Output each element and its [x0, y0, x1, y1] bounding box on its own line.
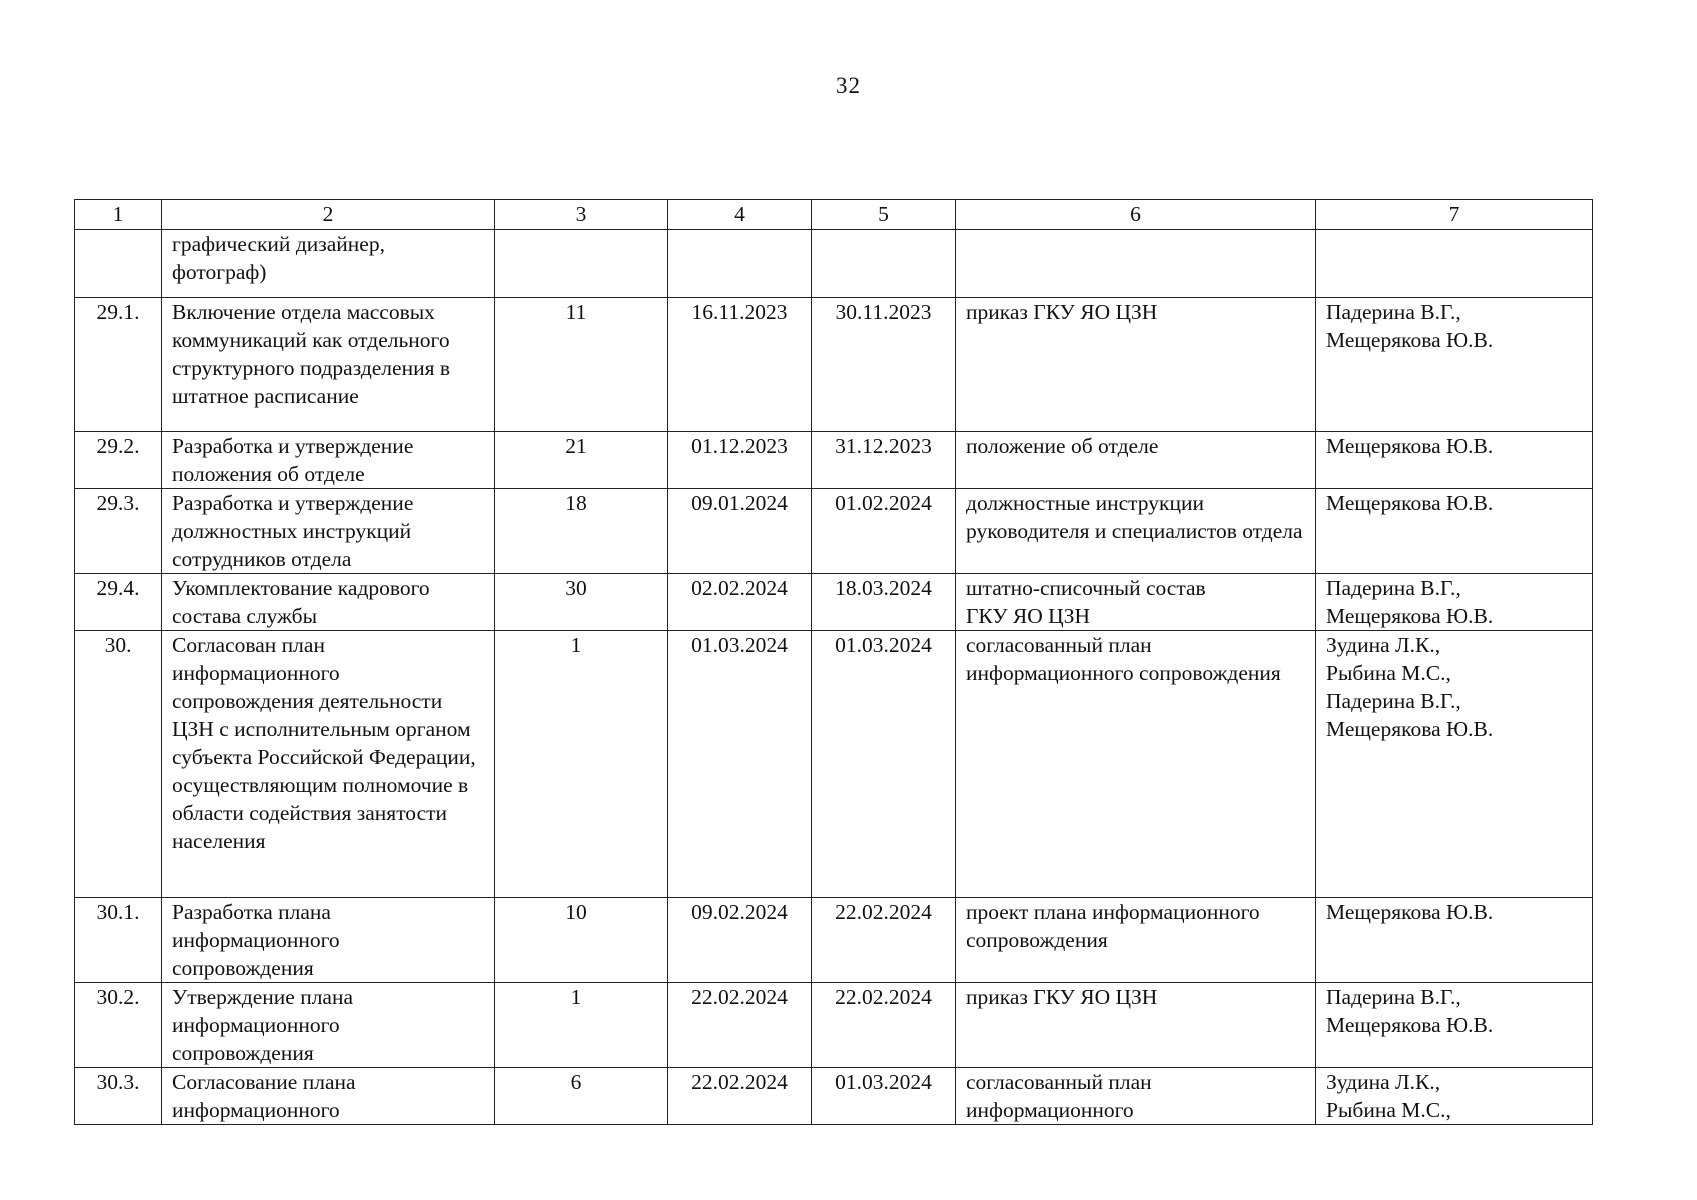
result-document-cell: приказ ГКУ ЯО ЦЗН: [956, 298, 1316, 432]
duration-days-cell: 1: [495, 983, 668, 1068]
header-cell: 6: [956, 200, 1316, 230]
result-document-cell: согласованный план информационного сопровождения: [956, 631, 1316, 898]
duration-days-cell: 30: [495, 574, 668, 631]
responsible-persons-cell: Падерина В.Г., Мещерякова Ю.В.: [1316, 298, 1593, 432]
table-row: [75, 230, 1593, 298]
result-document-cell: проект плана информационного сопровождения: [956, 898, 1316, 983]
task-description-cell: Укомплектование кадрового состава службы: [162, 574, 495, 631]
responsible-persons-cell: Зудина Л.К., Рыбина М.С.,: [1316, 1068, 1593, 1125]
header-cell: 1: [75, 200, 162, 230]
task-description-cell: Включение отдела массовых коммуникаций как отдельного структурного подразделения в штатное расписание: [162, 298, 495, 432]
start-date-cell: [668, 230, 812, 298]
row-number-cell: 29.1.: [75, 298, 162, 432]
task-description-cell: Утверждение плана информационного сопровождения: [162, 983, 495, 1068]
duration-days-cell: 10: [495, 898, 668, 983]
start-date-cell: 01.03.2024: [668, 631, 812, 898]
responsible-persons-cell: Зудина Л.К., Рыбина М.С., Падерина В.Г., Мещерякова Ю.В.: [1316, 631, 1593, 898]
table-row: [75, 1068, 1593, 1125]
start-date-cell: 09.01.2024: [668, 489, 812, 574]
row-number-cell: 30.1.: [75, 898, 162, 983]
responsible-persons-cell: Мещерякова Ю.В.: [1316, 432, 1593, 489]
result-document-cell: штатно-списочный состав ГКУ ЯО ЦЗН: [956, 574, 1316, 631]
task-description-cell: Согласован план информационного сопровождения деятельности ЦЗН с исполнительным органом субъекта Российской Федерации, осуществляющим полномочие в области содействия занятости населения: [162, 631, 495, 898]
row-number-cell: 30.2.: [75, 983, 162, 1068]
end-date-cell: 30.11.2023: [812, 298, 956, 432]
header-cell: 3: [495, 200, 668, 230]
header-cell: 5: [812, 200, 956, 230]
task-description-cell: Согласование плана информационного: [162, 1068, 495, 1125]
responsible-persons-cell: Падерина В.Г., Мещерякова Ю.В.: [1316, 983, 1593, 1068]
table-header-row: [75, 200, 1593, 230]
table-row: [75, 574, 1593, 631]
plan-table: [74, 199, 1593, 1125]
end-date-cell: 22.02.2024: [812, 898, 956, 983]
result-document-cell: положение об отделе: [956, 432, 1316, 489]
duration-days-cell: 11: [495, 298, 668, 432]
row-number-cell: 30.: [75, 631, 162, 898]
header-cell: 2: [162, 200, 495, 230]
duration-days-cell: 1: [495, 631, 668, 898]
header-cell: 7: [1316, 200, 1593, 230]
row-number-cell: [75, 230, 162, 298]
start-date-cell: 22.02.2024: [668, 1068, 812, 1125]
end-date-cell: 01.03.2024: [812, 631, 956, 898]
row-number-cell: 29.2.: [75, 432, 162, 489]
page-number: 32: [836, 73, 861, 98]
responsible-persons-cell: [1316, 230, 1593, 298]
result-document-cell: приказ ГКУ ЯО ЦЗН: [956, 983, 1316, 1068]
table-row: [75, 432, 1593, 489]
task-description-cell: Разработка и утверждение положения об отделе: [162, 432, 495, 489]
plan-table-body: [75, 200, 1593, 1125]
table-row: [75, 631, 1593, 898]
result-document-cell: согласованный план информационного: [956, 1068, 1316, 1125]
end-date-cell: 22.02.2024: [812, 983, 956, 1068]
table-row: [75, 489, 1593, 574]
task-description-cell: графический дизайнер, фотограф): [162, 230, 495, 298]
result-document-cell: [956, 230, 1316, 298]
responsible-persons-cell: Мещерякова Ю.В.: [1316, 898, 1593, 983]
responsible-persons-cell: Мещерякова Ю.В.: [1316, 489, 1593, 574]
duration-days-cell: 21: [495, 432, 668, 489]
duration-days-cell: 18: [495, 489, 668, 574]
end-date-cell: 01.03.2024: [812, 1068, 956, 1125]
table-row: [75, 898, 1593, 983]
end-date-cell: 01.02.2024: [812, 489, 956, 574]
duration-days-cell: 6: [495, 1068, 668, 1125]
start-date-cell: 16.11.2023: [668, 298, 812, 432]
start-date-cell: 02.02.2024: [668, 574, 812, 631]
row-number-cell: 29.4.: [75, 574, 162, 631]
table-row: [75, 983, 1593, 1068]
responsible-persons-cell: Падерина В.Г., Мещерякова Ю.В.: [1316, 574, 1593, 631]
end-date-cell: [812, 230, 956, 298]
row-number-cell: 30.3.: [75, 1068, 162, 1125]
end-date-cell: 31.12.2023: [812, 432, 956, 489]
task-description-cell: Разработка и утверждение должностных инструкций сотрудников отдела: [162, 489, 495, 574]
start-date-cell: 22.02.2024: [668, 983, 812, 1068]
header-cell: 4: [668, 200, 812, 230]
end-date-cell: 18.03.2024: [812, 574, 956, 631]
table-row: [75, 298, 1593, 432]
result-document-cell: должностные инструкции руководителя и специалистов отдела: [956, 489, 1316, 574]
start-date-cell: 09.02.2024: [668, 898, 812, 983]
start-date-cell: 01.12.2023: [668, 432, 812, 489]
row-number-cell: 29.3.: [75, 489, 162, 574]
task-description-cell: Разработка плана информационного сопровождения: [162, 898, 495, 983]
duration-days-cell: [495, 230, 668, 298]
